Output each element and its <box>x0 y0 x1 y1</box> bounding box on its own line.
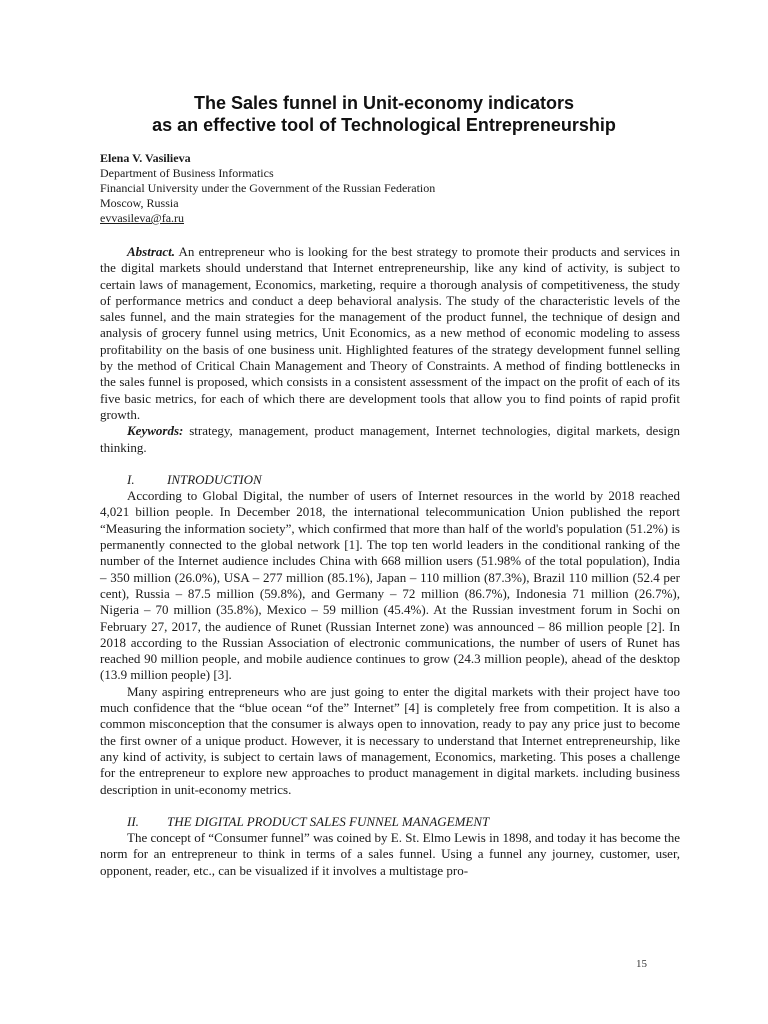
author-institution: Financial University under the Government of the Russian Federation <box>100 181 436 195</box>
section-number: II. <box>127 813 139 829</box>
author-department: Department of Business Informatics <box>100 166 274 180</box>
section-number: I. <box>127 471 135 487</box>
title-line-1: The Sales funnel in Unit-economy indicators <box>193 93 575 113</box>
section-heading-sales-funnel <box>127 814 680 830</box>
body-text <box>100 244 680 879</box>
abstract-text: An entrepreneur who is looking for the best strategy to promote their products and services in the digital markets should understand that Internet entrepreneurship, like any kind of activity, is subject to certain laws of management, Economics, marketing, require a thorough analysis of competitiveness, the study of performance metrics and conduct a deep behavioral analysis. The study of the characteristic levels of the sales funnel, and the main strategies for the management of the product funnel, the technique of design and analysis of grocery funnel using metrics, Unit Economics, as a new method of economic modeling to assess profitability on the basis of one business unit. Highlighted features of the strategy development funnel selling by the method of Critical Chain Management and Theory of Constraints. A method of finding bottlenecks in the sales funnel is proposed, which consists in a consistent assessment of the impact on the profit of each of its five basic metrics, for each of which there are development tools that allow you to find points of rapid profit growth. <box>100 244 680 422</box>
body-paragraph: The concept of “Consumer funnel” was coined by E. St. Elmo Lewis in 1898, and today it has become the norm for an entrepreneur to think in terms of a sales funnel. Using a funnel any journey, customer, user, opponent, reader, etc., can be visualized if it involves a multistage pro- <box>100 830 680 878</box>
page-number: 15 <box>636 958 647 970</box>
keywords-label: Keywords: <box>127 423 184 439</box>
abstract-label: Abstract. <box>127 244 176 259</box>
author-block <box>100 151 680 226</box>
title-line-2: as an effective tool of Technological Entrepreneurship <box>152 115 616 135</box>
keywords-text: strategy, management, product management, Internet technologies, digital markets, design thinking. <box>100 423 680 455</box>
author-email-link[interactable]: evvasileva@fa.ru <box>100 211 185 225</box>
keywords-paragraph <box>100 423 680 456</box>
section-title: THE DIGITAL PRODUCT SALES FUNNEL MANAGEMENT <box>167 813 490 829</box>
body-paragraph: According to Global Digital, the number of users of Internet resources in the world by 2018 reached 4,021 billion people. In December 2018, the international telecommunication Union published the report “Measuring the information society”, which confirmed that more than half of the world's population (51.2%) is permanently connected to the global network [1]. The top ten world leaders in the conditional ranking of the number of the Internet audience includes China with 668 million users (51.98% of the total population), India – 350 million (26.0%), USA – 277 million (85.1%), Japan – 110 million (87.3%), Brazil 110 million (52.4 per cent), Russia – 87.5 million (59.8%), and Germany – 72 million (86.7%), Indonesia 71 million (26.7%), Nigeria – 70 million (35.8%), Mexico – 59 million (45.4%). At the Russian investment forum in Sochi on February 27, 2017, the audience of Runet (Russian Internet zone) was announced – 86 million people [2]. In 2018 according to the Russian Association of electronic communications, the number of users of Runet has reached 90 million people, and mobile audience continues to grow (24.3 million people), ahead of the desktop (13.9 million people) [3]. <box>100 488 680 683</box>
author-location: Moscow, Russia <box>100 196 179 210</box>
paper-title <box>0 92 768 136</box>
abstract-paragraph <box>100 244 680 423</box>
body-paragraph: Many aspiring entrepreneurs who are just going to enter the digital markets with their project have too much confidence that the “blue ocean “of the” Internet” [4] is completely free from competition. It is also a common misconception that the consumer is always open to innovation, ready to pay any price just to become the first owner of a unique product. However, it is necessary to understand that Internet entrepreneurship, like any kind of activity, is subject to certain laws of management, Economics, marketing. This poses a challenge for the entrepreneur to explore new approaches to product management in digital markets. including business description in unit-economy metrics. <box>100 683 680 797</box>
author-name: Elena V. Vasilieva <box>100 151 191 165</box>
section-heading-introduction <box>127 472 680 488</box>
section-title: INTRODUCTION <box>167 471 262 487</box>
